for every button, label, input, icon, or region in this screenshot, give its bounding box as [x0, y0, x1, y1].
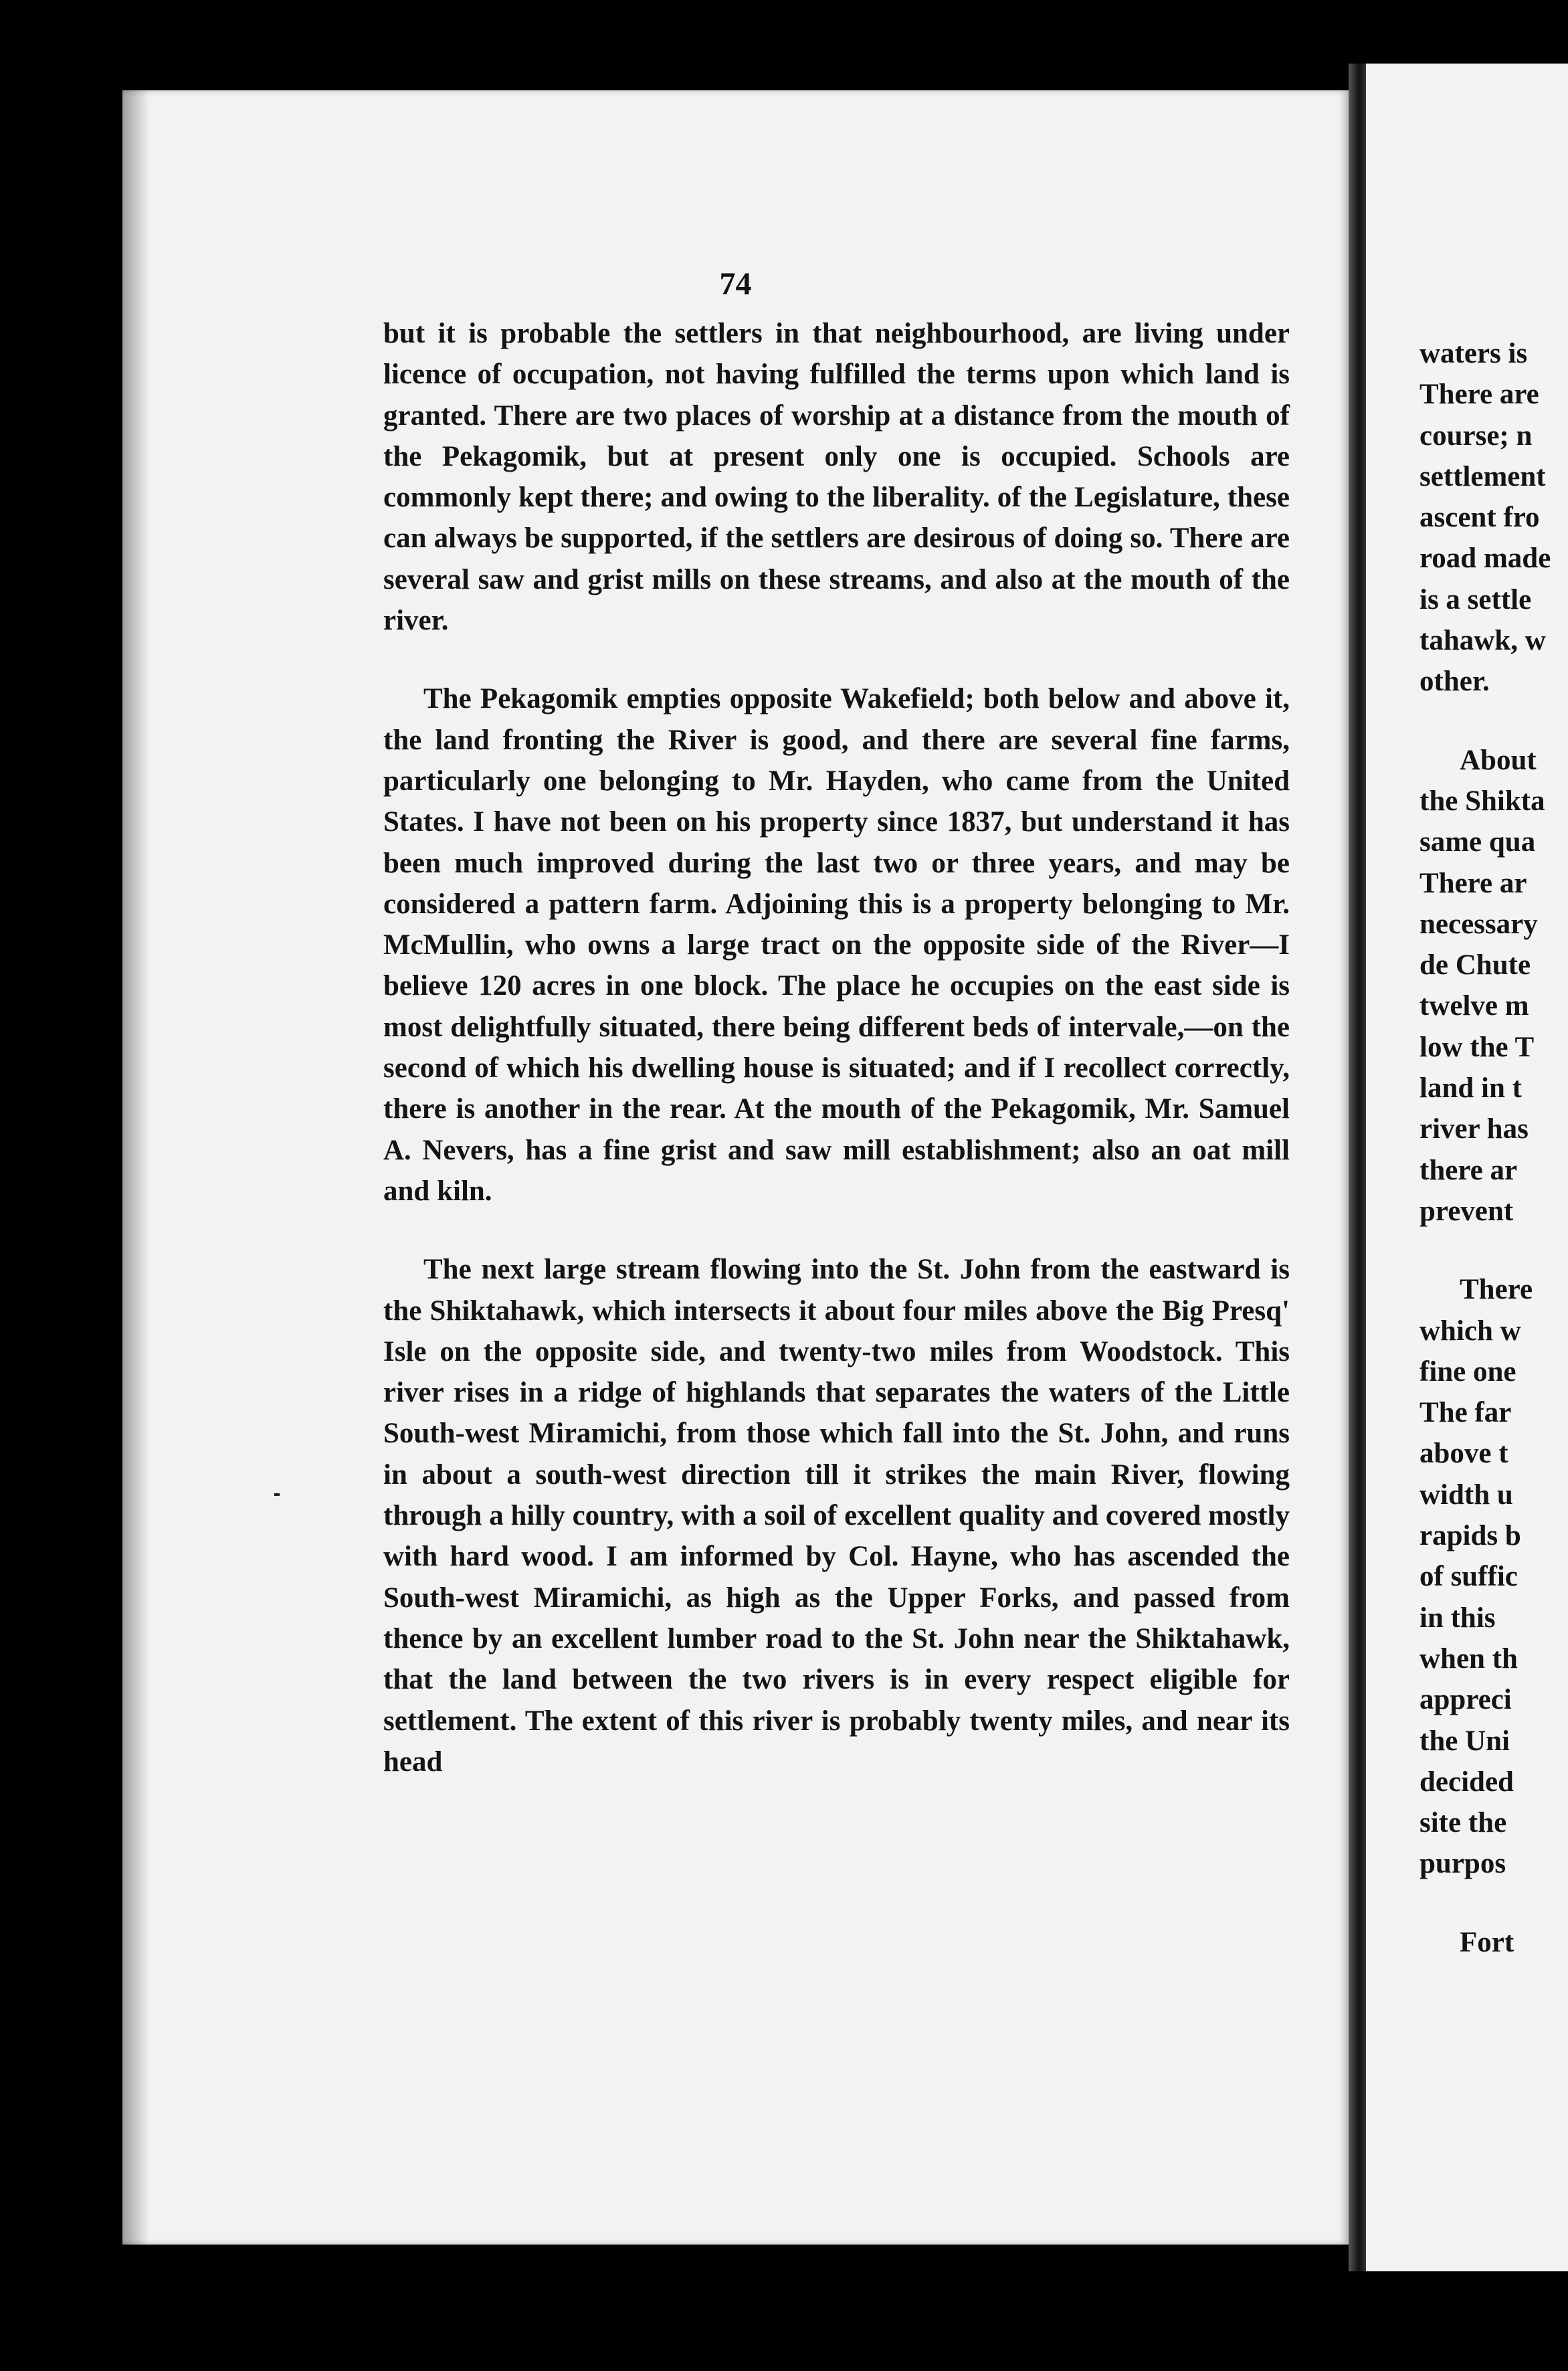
right-line: fine one: [1419, 1355, 1516, 1388]
right-line: same qua: [1419, 826, 1536, 858]
right-line: tahawk, w: [1419, 625, 1546, 657]
right-line: waters is: [1419, 338, 1528, 369]
right-line: About: [1460, 744, 1537, 776]
right-line: Fort: [1460, 1926, 1514, 1958]
right-page: [1366, 64, 1568, 2271]
right-line: appreci: [1419, 1684, 1512, 1716]
right-line: site the: [1419, 1807, 1507, 1839]
right-page-fragment: [1419, 333, 1568, 1963]
right-line: when th: [1419, 1642, 1518, 1675]
right-line: twelve m: [1419, 990, 1529, 1022]
right-line: necessary: [1419, 908, 1538, 940]
page-edge-shadow: [122, 90, 149, 2245]
right-line: there ar: [1419, 1154, 1518, 1186]
paragraph-2: The Pekagomik empties opposite Wakefield; both below and above it, the land fronting the River is good, and there are several fine farms, particularly one belonging to Mr. Hayden, who came from the United States. I have not been on his property since 1837, but understand it has been much improved during the last two or three years, and may be considered a pattern farm. Adjoining this is a property belonging to Mr. McMullin, who owns a large tract on the opposite side of the River—I believe 120 acres in one block. The place he occupies on the east side is most delightfully situated, there being different beds of intervale,—on the second of which his dwelling house is situated; and if I recollect correctly, there is another in the rear. At the mouth of the Pekagomik, Mr. Samuel A. Nevers, has a fine grist and saw mill establishment; also an oat mill and kiln.: [383, 683, 1290, 1207]
right-line: course; n: [1419, 419, 1533, 452]
scan-speck: [274, 1493, 280, 1496]
right-line: river has: [1419, 1113, 1529, 1145]
right-line: purpos: [1419, 1848, 1506, 1880]
page-number: 74: [719, 266, 752, 302]
right-line: the Uni: [1419, 1725, 1510, 1757]
right-line: land in t: [1419, 1072, 1522, 1105]
right-line: There: [1460, 1274, 1533, 1306]
right-line: There ar: [1419, 867, 1527, 899]
right-line: is a settle: [1419, 583, 1532, 615]
paragraph-1: but it is probable the settlers in that neighbourhood, are living under licence of occupation, not having fulfilled the terms upon which land is granted. There are two places of worship at a distance from the mouth of the Pekagomik, but at present only one is occupied. Schools are commonly kept there; and owing to the liberality. of the Legislature, these can always be supported, if the settlers are desirous of doing so. There are several saw and grist mills on these streams, and also at the mouth of the river.: [383, 318, 1290, 637]
paragraph-3: The next large stream flowing into the St. John from the eastward is the Shiktahawk, which intersects it about four miles above the Big Presq' Isle on the opposite side, and twenty-two miles from Woodstock. This river rises in a ridge of highlands that separates the waters of the Little South-west Miramichi, from those which fall into the St. John, and runs in about a south-west direction till it strikes the main River, flowing through a hilly country, with a soil of excellent quality and covered mostly with hard wood. I am informed by Col. Hayne, who has ascended the South-west Miramichi, as high as the Upper Forks, and passed from thence by an excellent lumber road to the St. John near the Shiktahawk, that the land between the two rivers is in every respect eligible for settlement. The extent of this river is probably twenty miles, and near its head: [383, 1254, 1290, 1778]
right-line: prevent: [1419, 1195, 1514, 1227]
right-line: which w: [1419, 1315, 1521, 1347]
right-line: de Chute: [1419, 949, 1531, 981]
right-line: other.: [1419, 666, 1490, 698]
right-line: settlement: [1419, 460, 1546, 492]
right-line: road made: [1419, 543, 1551, 575]
left-page-body: [383, 313, 1290, 1782]
right-line: in this: [1419, 1602, 1496, 1634]
right-line: low the T: [1419, 1031, 1535, 1063]
right-line: the Shikta: [1419, 785, 1545, 817]
right-line: of suffic: [1419, 1561, 1518, 1593]
book-gutter: [1349, 64, 1366, 2271]
right-line: rapids b: [1419, 1520, 1521, 1552]
right-line: width u: [1419, 1479, 1513, 1511]
right-line: The far: [1419, 1397, 1512, 1429]
right-line: decided: [1419, 1766, 1514, 1798]
right-line: There are: [1419, 379, 1539, 411]
right-line: above t: [1419, 1438, 1508, 1470]
left-page: [122, 90, 1349, 2245]
right-line: ascent fro: [1419, 502, 1540, 534]
